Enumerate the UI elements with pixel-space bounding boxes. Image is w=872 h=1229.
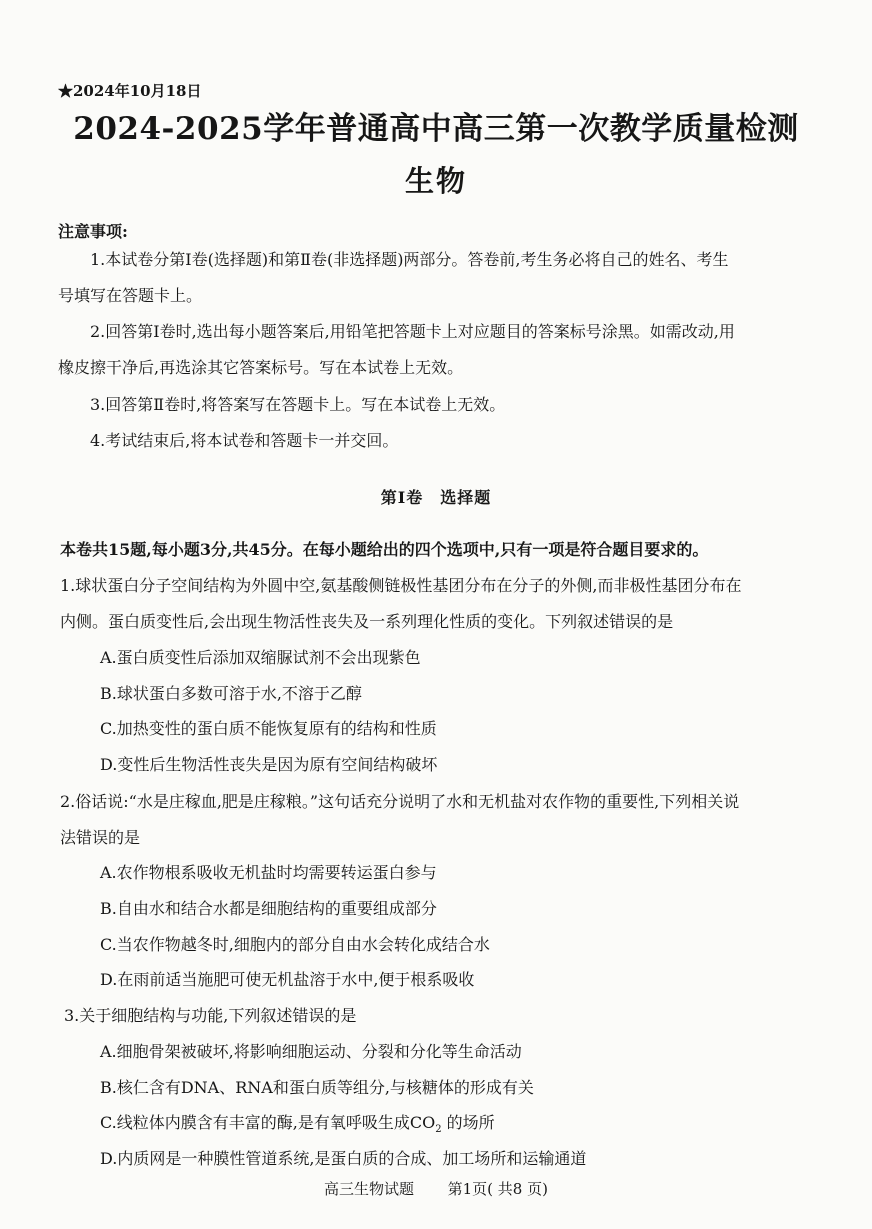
- question-3-option-c-suffix: 的场所: [441, 1113, 495, 1132]
- exam-title: 2024-2025学年普通高中高三第一次教学质量检测: [73, 111, 799, 147]
- question-2-line1: 2.俗话说:“水是庄稼血,肥是庄稼粮。”这句话充分说明了水和无机盐对农作物的重要性,下列相关说: [60, 792, 740, 811]
- question-1-line2: 内侧。蛋白质变性后,会出现生物活性丧失及一系列理化性质的变化。下列叙述错误的是: [60, 612, 674, 631]
- exam-date: ★2024年10月18日: [58, 82, 202, 100]
- notice-item-2-line2: 橡皮擦干净后,再选涂其它答案标号。写在本试卷上无效。: [58, 358, 464, 377]
- notice-heading: 注意事项:: [58, 222, 128, 241]
- notice-item-3: 3.回答第Ⅱ卷时,将答案写在答题卡上。写在本试卷上无效。: [90, 395, 506, 414]
- footer-page-number: 第1页( 共8 页): [447, 1180, 548, 1198]
- question-2-option-d: D.在雨前适当施肥可使无机盐溶于水中,便于根系吸收: [100, 970, 475, 989]
- question-3-option-b: B.核仁含有DNA、RNA和蛋白质等组分,与核糖体的形成有关: [100, 1078, 534, 1097]
- footer-subject: 高三生物试题: [324, 1180, 415, 1198]
- question-1-line1: 1.球状蛋白分子空间结构为外圆中空,氨基酸侧链极性基团分布在分子的外侧,而非极性基团分布在: [60, 576, 742, 595]
- notice-item-2-line1: 2.回答第Ⅰ卷时,选出每小题答案后,用铅笔把答题卡上对应题目的答案标号涂黑。如需改动,用: [90, 322, 735, 341]
- question-1-option-b: B.球状蛋白多数可溶于水,不溶于乙醇: [100, 684, 362, 703]
- question-3-option-c: [100, 1113, 495, 1136]
- question-2-option-b: B.自由水和结合水都是细胞结构的重要组成部分: [100, 899, 437, 918]
- question-1-option-a: A.蛋白质变性后添加双缩脲试剂不会出现紫色: [100, 648, 421, 667]
- notice-item-4: 4.考试结束后,将本试卷和答题卡一并交回。: [90, 431, 399, 450]
- page-footer: [0, 1178, 872, 1199]
- question-2-option-c: C.当农作物越冬时,细胞内的部分自由水会转化成结合水: [100, 935, 490, 954]
- question-3-option-c-text: C.线粒体内膜含有丰富的酶,是有氧呼吸生成CO: [100, 1113, 436, 1132]
- question-1-option-c: C.加热变性的蛋白质不能恢复原有的结构和性质: [100, 719, 437, 738]
- question-3-option-a: A.细胞骨架被破坏,将影响细胞运动、分裂和分化等生命活动: [100, 1042, 522, 1061]
- notice-item-1-line1: 1.本试卷分第Ⅰ卷(选择题)和第Ⅱ卷(非选择题)两部分。答卷前,考生务必将自己的姓名、考生: [90, 250, 729, 269]
- section-instruction: 本卷共15题,每小题3分,共45分。在每小题给出的四个选项中,只有一项是符合题目要求的。: [60, 540, 709, 559]
- question-3-line1: 3.关于细胞结构与功能,下列叙述错误的是: [64, 1006, 357, 1025]
- co2-subscript: 2: [435, 1124, 442, 1135]
- question-1-option-d: D.变性后生物活性丧失是因为原有空间结构破坏: [100, 755, 438, 774]
- question-3-option-d: D.内质网是一种膜性管道系统,是蛋白质的合成、加工场所和运输通道: [100, 1149, 587, 1168]
- notice-item-1-line2: 号填写在答题卡上。: [58, 286, 203, 305]
- exam-subject: 生物: [404, 164, 467, 198]
- question-2-option-a: A.农作物根系吸收无机盐时均需要转运蛋白参与: [100, 863, 437, 882]
- question-2-line2: 法错误的是: [60, 828, 141, 847]
- section-title: 第Ⅰ卷 选择题: [380, 488, 492, 507]
